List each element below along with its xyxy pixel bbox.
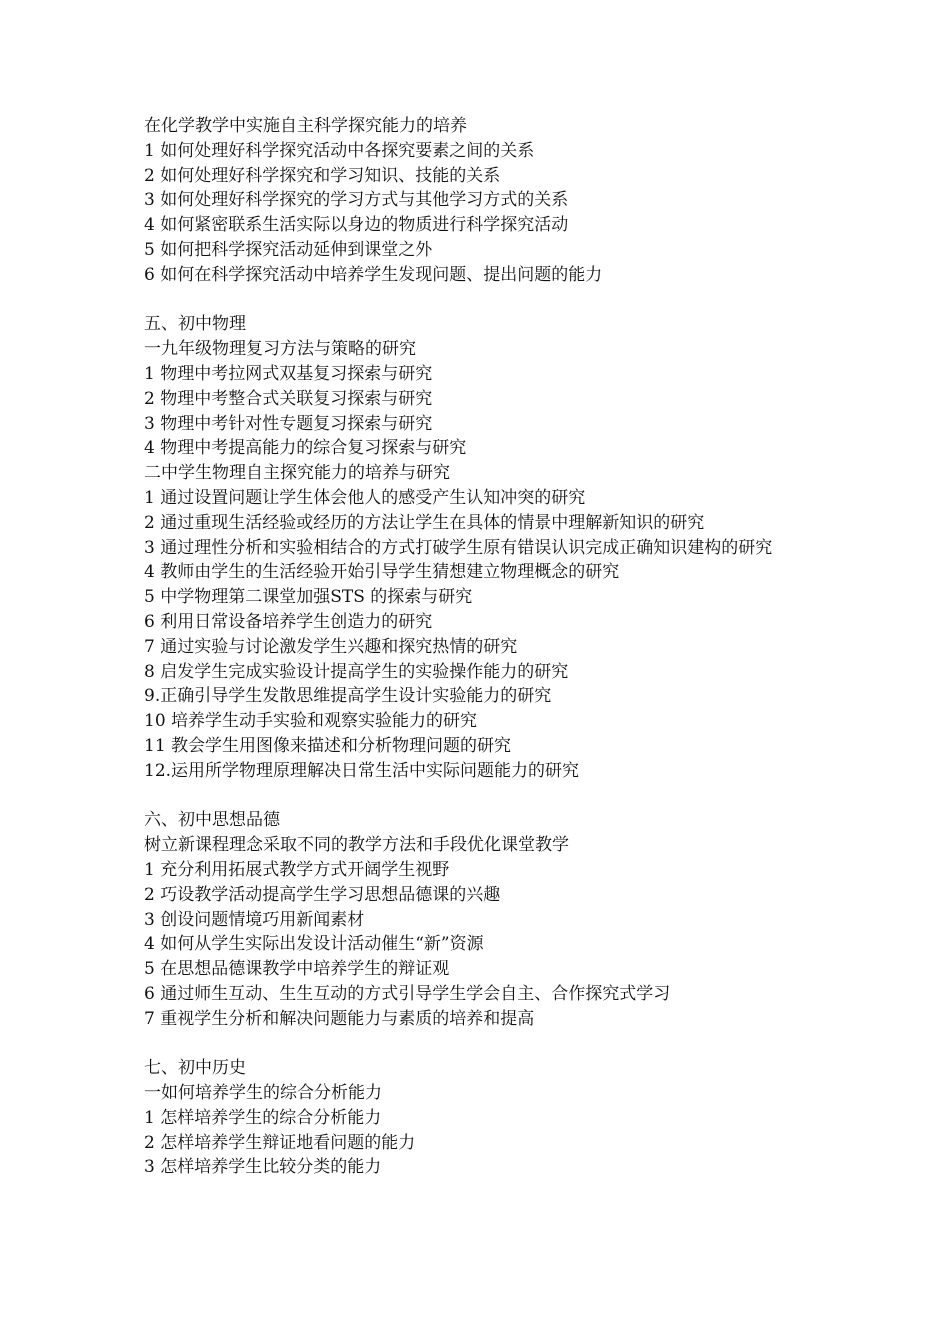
document-line: 4 物理中考提高能力的综合复习探索与研究 — [144, 438, 467, 459]
document-line: 10 培养学生动手实验和观察实验能力的研究 — [144, 711, 478, 732]
document-body — [144, 114, 824, 1180]
document-line: 树立新课程理念采取不同的教学方法和手段优化课堂教学 — [144, 835, 569, 856]
document-line: 2 怎样培养学生辩证地看问题的能力 — [144, 1132, 416, 1153]
document-line: 3 创设问题情境巧用新闻素材 — [144, 909, 365, 930]
document-line: 11 教会学生用图像来描述和分析物理问题的研究 — [144, 735, 512, 756]
section-heading: 在化学教学中实施自主科学探究能力的培养 — [144, 116, 467, 136]
document-section — [144, 808, 824, 1031]
document-line: 一如何培养学生的综合分析能力 — [144, 1083, 382, 1104]
section-spacer — [144, 1031, 824, 1056]
document-line: 6 通过师生互动、生生互动的方式引导学生学会自主、合作探究式学习 — [144, 983, 671, 1004]
document-line: 5 在思想品德课教学中培养学生的辩证观 — [144, 959, 450, 980]
document-line: 4 如何紧密联系生活实际以身边的物质进行科学探究活动 — [144, 215, 569, 236]
document-section — [144, 312, 824, 783]
document-line: 5 中学物理第二课堂加强STS 的探索与研究 — [144, 587, 473, 608]
document-line: 4 如何从学生实际出发设计活动催生“新”资源 — [144, 934, 484, 955]
document-line: 12.运用所学物理原理解决日常生活中实际问题能力的研究 — [144, 760, 580, 781]
document-line: 1 通过设置问题让学生体会他人的感受产生认知冲突的研究 — [144, 487, 586, 508]
document-line: 3 物理中考针对性专题复习探索与研究 — [144, 413, 433, 434]
document-section — [144, 114, 824, 288]
document-line: 1 如何处理好科学探究活动中各探究要素之间的关系 — [144, 140, 535, 161]
document-line: 3 如何处理好科学探究的学习方式与其他学习方式的关系 — [144, 190, 569, 211]
document-line: 一九年级物理复习方法与策略的研究 — [144, 339, 416, 360]
section-heading: 七、初中历史 — [144, 1058, 246, 1079]
document-line: 8 启发学生完成实验设计提高学生的实验操作能力的研究 — [144, 661, 569, 682]
section-spacer — [144, 784, 824, 809]
document-line: 3 通过理性分析和实验相结合的方式打破学生原有错误认识完成正确知识建构的研究 — [144, 537, 773, 558]
document-line: 7 重视学生分析和解决问题能力与素质的培养和提高 — [144, 1008, 535, 1029]
document-line: 7 通过实验与讨论激发学生兴趣和探究热情的研究 — [144, 636, 518, 657]
document-line: 二中学生物理自主探究能力的培养与研究 — [144, 463, 450, 484]
document-line: 5 如何把科学探究活动延伸到课堂之外 — [144, 239, 433, 260]
document-section — [144, 1056, 824, 1180]
document-line: 1 物理中考拉网式双基复习探索与研究 — [144, 363, 433, 384]
document-line: 2 物理中考整合式关联复习探索与研究 — [144, 388, 433, 409]
document-line: 6 利用日常设备培养学生创造力的研究 — [144, 611, 433, 632]
document-line: 9.正确引导学生发散思维提高学生设计实验能力的研究 — [144, 686, 552, 707]
document-line: 2 如何处理好科学探究和学习知识、技能的关系 — [144, 165, 501, 186]
document-line: 3 怎样培养学生比较分类的能力 — [144, 1157, 382, 1178]
section-spacer — [144, 288, 824, 313]
document-line: 1 充分利用拓展式教学方式开阔学生视野 — [144, 859, 450, 880]
section-heading: 五、初中物理 — [144, 314, 246, 335]
document-line: 4 教师由学生的生活经验开始引导学生猜想建立物理概念的研究 — [144, 562, 620, 583]
document-line: 6 如何在科学探究活动中培养学生发现问题、提出问题的能力 — [144, 264, 603, 285]
document-line: 1 怎样培养学生的综合分析能力 — [144, 1107, 382, 1128]
document-line: 2 巧设教学活动提高学生学习思想品德课的兴趣 — [144, 884, 501, 905]
document-line: 2 通过重现生活经验或经历的方法让学生在具体的情景中理解新知识的研究 — [144, 512, 705, 533]
section-heading: 六、初中思想品德 — [144, 810, 280, 831]
